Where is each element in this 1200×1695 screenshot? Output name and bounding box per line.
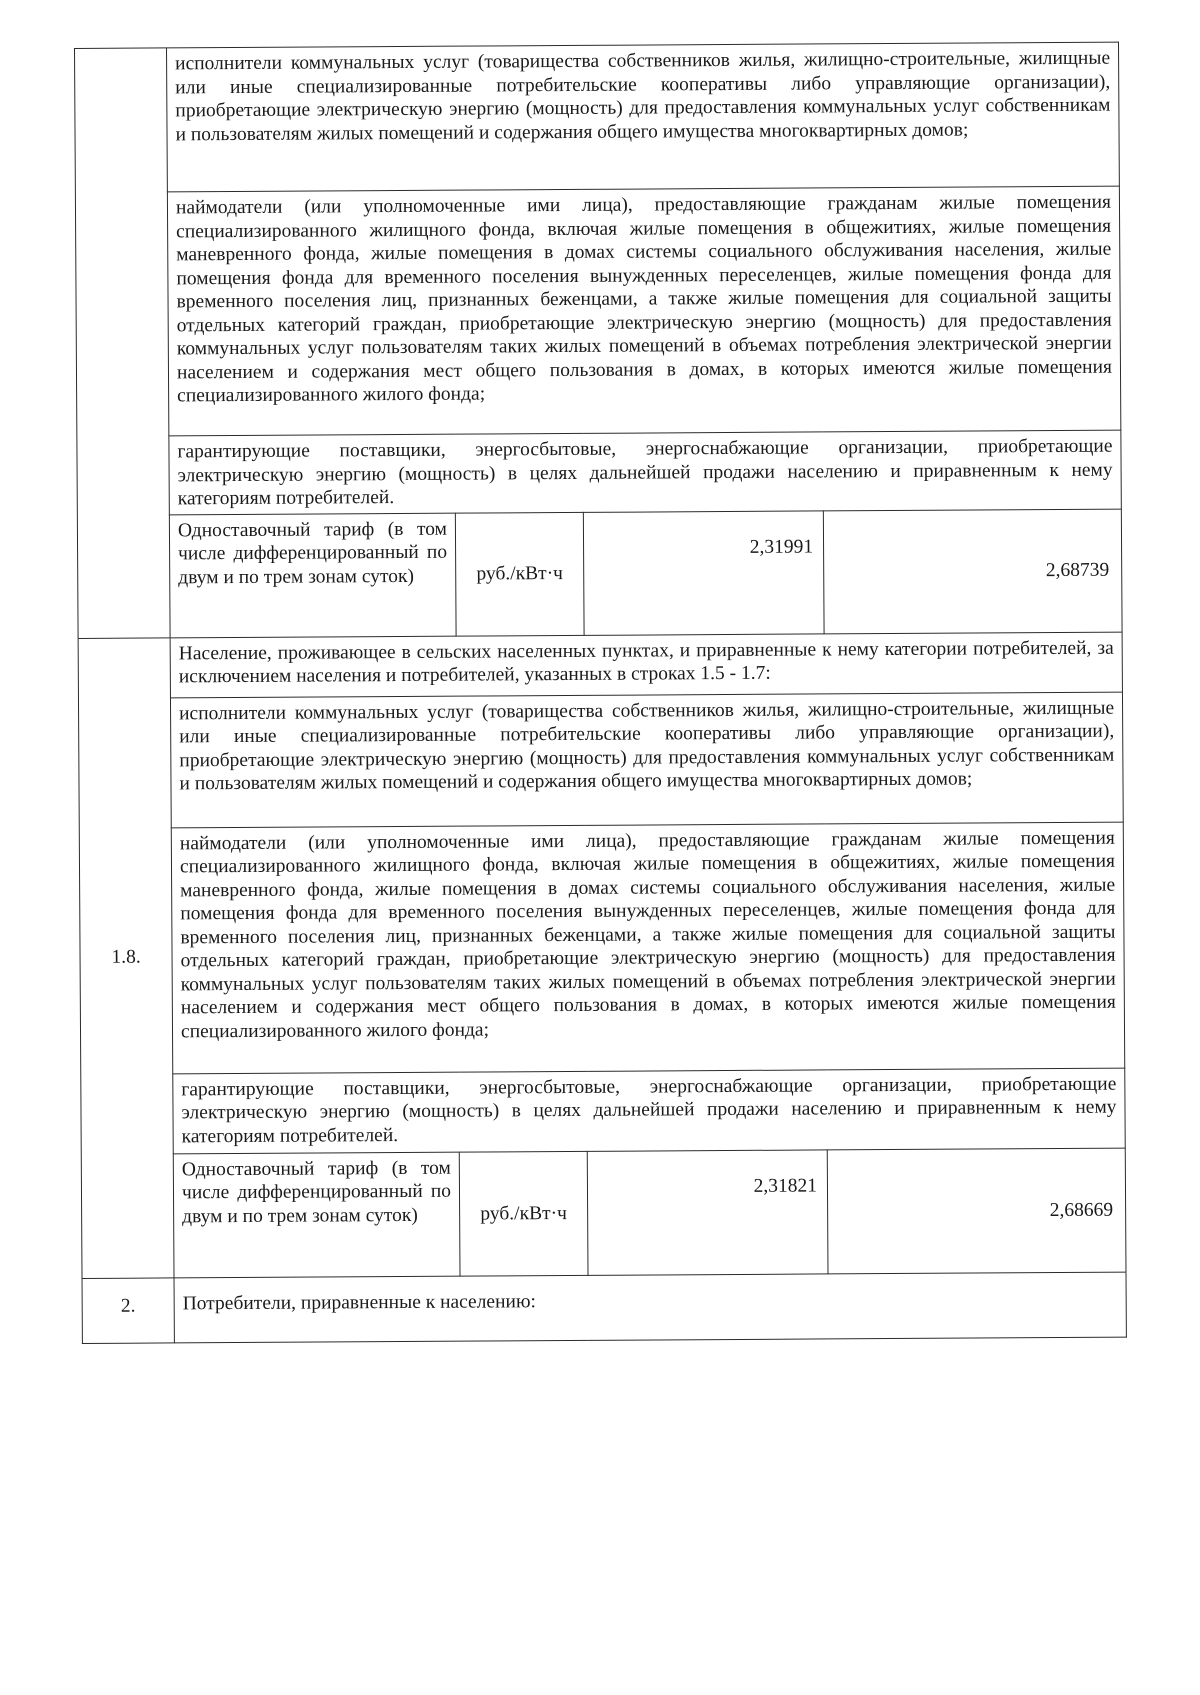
- landlords-cell: наймодатели (или уполномоченные ими лица), предоставляющие гражданам жилые помещения специализированного жилищного фонда, включая жилые помещения в общежитиях, жилые помещения маневренного фонда, жилые помещения в домах системы социального обслуживания населения, жилые помещения фонда для временного поселения вынужденных переселенцев, жилые помещения фонда для временного поселения лиц, признанных беженцами, а также жилые помещения для социальной защиты отдельных категорий граждан, приобретающие электрическую энергию (мощность) для предоставления коммунальных услуг пользователям таких жилых помещений в объемах потребления электрической энергии населением и содержания мест общего пользования в домах, в которых имеются жилые помещения специализированного жилого фонда;: [171, 822, 1125, 1074]
- table-row: [77, 430, 1121, 515]
- table-row: [78, 632, 1122, 698]
- table-row: [75, 186, 1120, 436]
- tariff-value-2: 2,68669: [827, 1148, 1126, 1274]
- tariff-label-cell: Одноставочный тариф (в том числе дифференцированный по двум и по трем зонам суток): [169, 513, 456, 638]
- suppliers-cell: гарантирующие поставщики, энергосбытовые, энергоснабжающие организации, приобретающие электрическую энергию (мощность) в целях дальнейшей продажи населению и приравненным к нему категориям потребителей.: [173, 1068, 1125, 1154]
- row-number-cell: [82, 1277, 174, 1343]
- tariff-table-sheet: [74, 42, 1126, 1344]
- table-row: [82, 1272, 1126, 1343]
- table-row: [81, 1148, 1126, 1278]
- table-row: [81, 1068, 1125, 1154]
- landlords-cell: наймодатели (или уполномоченные ими лица), предоставляющие гражданам жилые помещения специализированного жилищного фонда, включая жилые помещения в общежитиях, жилые помещения маневренного фонда, жилые помещения в домах системы социального обслуживания населения, жилые помещения фонда для временного поселения вынужденных переселенцев, жилые помещения фонда для временного поселения лиц, признанных беженцами, а также жилые помещения для социальной защиты отдельных категорий граждан, приобретающие электрическую энергию (мощность) для предоставления коммунальных услуг пользователям таких жилых помещений в объемах потребления электрической энергии населением и содержания мест общего пользования в домах, в которых имеются жилые помещения специализированного жилого фонда;: [167, 186, 1120, 436]
- table-row: [75, 42, 1120, 192]
- unit-cell: руб./кВт·ч: [459, 1151, 588, 1276]
- row-number-cell: [75, 48, 171, 638]
- tariff-label-cell: Одноставочный тариф (в том числе дифференцированный по двум и по трем зонам суток): [173, 1152, 460, 1278]
- tariff-value-1: 2,31821: [587, 1149, 828, 1274]
- row-number-cell: [78, 637, 174, 1278]
- suppliers-cell: гарантирующие поставщики, энергосбытовые, энергоснабжающие организации, приобретающие электрическую энергию (мощность) в целях дальнейшей продажи населению и приравненным к нему категориям потребителей.: [169, 430, 1121, 514]
- tariff-value-1: 2,31991: [583, 510, 824, 634]
- unit-cell: руб./кВт·ч: [455, 512, 584, 636]
- table-row: [79, 822, 1124, 1074]
- table-row: [78, 692, 1123, 828]
- section-heading-cell: Население, проживающее в сельских населенных пунктах, и приравненные к нему категории потребителей, за исключением населения и потребителей, указанных в строках 1.5 - 1.7:: [170, 632, 1122, 698]
- tariff-value-2: 2,68739: [823, 509, 1122, 634]
- tariff-table: [74, 42, 1127, 1344]
- table-row: [77, 509, 1122, 638]
- executors-cell: исполнители коммунальных услуг (товарищества собственников жилья, жилищно-строительные, жилищные или иные специализированные потребительские кооперативы либо управляющие организации), приобретающие электрическую энергию (мощность) для предоставления коммунальных услуг собственникам и пользователям жилых помещений и содержания общего имущества многоквартирных домов;: [170, 692, 1123, 828]
- section-heading-cell: Потребители, приравненные к населению:: [174, 1272, 1126, 1343]
- row-number: 1.8.: [111, 946, 141, 969]
- executors-cell: исполнители коммунальных услуг (товарищества собственников жилья, жилищно-строительные, жилищные или иные специализированные потребительские кооперативы либо управляющие организации), приобретающие электрическую энергию (мощность) для предоставления коммунальных услуг собственникам и пользователям жилых помещений и содержания общего имущества многоквартирных домов;: [167, 42, 1120, 192]
- row-number: 2.: [120, 1295, 136, 1317]
